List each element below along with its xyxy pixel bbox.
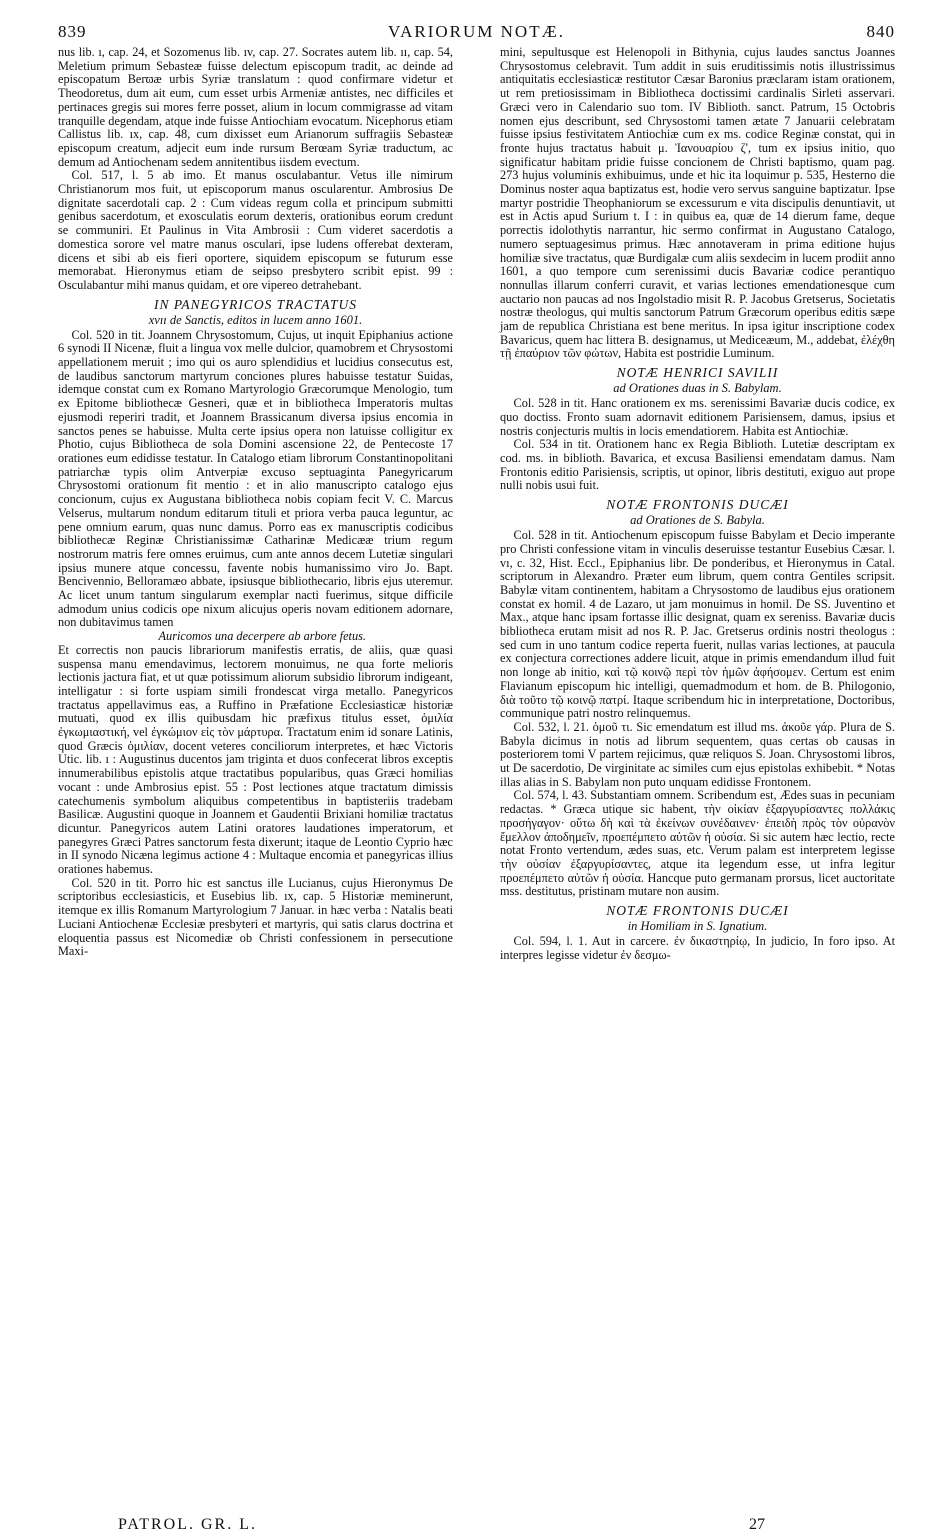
left-column — [58, 46, 453, 962]
section-heading: NOTÆ FRONTONIS DUCÆI — [606, 903, 789, 919]
paragraph: Col. 574, l. 43. Substantiam omnem. Scribendum est, Ædes suas in pecuniam redactas. * Græca utique sic habent, τὴν οἰκίαν ἐξαργυρίσαντες πολλάκις προσήγαγον· οὕτω δὴ καὶ τὰ ἐκείνων συνέδαινεν· ἐπειδὴ πρὸς τὸν οὐρανὸν ἔμελλον ἀποδημεῖν, προεπέμπετο αὐτῶν ἡ οὐσία. Si sic autem hæc lectio, recte notat Fronto vertendum, ædes suas, etc. Verum palam est interpretem legisse τὴν οὐσίαν ἐξαργυρίσαντες, atque ita legendum esse, ut infra legitur προεπέμπετο αὐτῶν ἡ οὐσία. Hancque puto germanam prorsus, licet auctoritate mss. destitutus, pristinam mutare non ausim. — [500, 788, 895, 899]
two-column-body — [58, 46, 895, 962]
section-subheading: ad Orationes de S. Babyla. — [630, 513, 765, 528]
right-column — [500, 46, 895, 962]
section-subheading: in Homiliam in S. Ignatium. — [627, 919, 768, 934]
section-heading: NOTÆ HENRICI SAVILII — [616, 365, 779, 381]
paragraph: mini, sepultusque est Helenopoli in Bithynia, cujus laudes sanctus Joannes Chrysostomus celebravit. Tum addit in suis eruditissimis notis illustrissimus antiquitatis ecclesiasticæ restitutor Cæsar Baronius præclaram istam orationem, ut rem pretiosissimam in Bibliotheca doctissimi cardinalis Sirleti asservari. Græci vero in Calendario suo tom. IV Biblioth. sanct. Patrum, 15 Octobris nomen ejus describunt, sed Chrysostomi tamen ætate 7 Januarii celebratam fuisse ipsius festivitatem Antiochiæ cum ex ms. codice Reginæ constat, qui in fronte hujus tractatus habuit μ. Ἰανουαρίου ζ', tum ex ipsius initio, quo significatur habitam pridie fuisse concionem de Christi baptismo, quam pag. 273 hujus voluminis exhibuimus, unde et hic ita loquimur p. 535, Hesterno die Dominus noster aqua baptizatus est, hodie vero servus sanguine baptizatur. Ipse martyr postridie Theophaniorum se excessurum e vita discipulis denuntiavit, ut est in Actis apud Surium t. I : in quibus ea, quæ de 14 dierum fame, deque porrectis idolothytis narrantur, hic sermo confirmat in Augustano Catalogo, numero septuagesimus primus. Hæc annotaveram in prima editione hujus homiliæ sive tractatus, quæ Burdigalæ cum aliis sexdecim in lucem prodiit anno 1601, a quo tempore cum serenissimi ducis Bavariæ codice perantiquo nonnullas illarum conferri curavit, et varias lectiones emendationesque cum auctario non paucas ad nos Ingolstadio misit R. P. Jacobus Gretserus, Societatis nostræ theologus, qui multis sanctorum Patrum Græcorum operibus editis sæpe jam de republica Christiana est bene meritus. In ipsa igitur inscriptione codex Bavaricus, quem hac littera B. designamus, ut Mediceæum, M., addebat, ἐλέχθη τῇ ἐπαύριον τῶν φώτων, Habita est postridie Luminum. — [500, 45, 895, 361]
left-column-number: 839 — [58, 22, 87, 41]
page-footer — [58, 1516, 895, 1534]
running-title: VARIORUM NOTÆ. — [388, 22, 565, 41]
signature-mark: PATROL. GR. L. — [118, 1516, 257, 1533]
section-heading: NOTÆ FRONTONIS DUCÆI — [606, 497, 789, 513]
section-subheading: xvıı de Sanctis, editos in lucem anno 1601. — [148, 312, 363, 327]
paragraph: Col. 520 in tit. Porro hic est sanctus ille Lucianus, cujus Hieronymus De scriptoribus ecclesiasticis, et Eusebius lib. ıx, cap. 5 Historiæ meminerunt, itemque ex illis Romanum Martyrologium 7 Januar. in hæc verba : Natalis beati Luciani Antiochenæ Ecclesiæ presbyteri et martyris, qui satis clarus doctrina et eloquentia passus est Nicomediæ ob Christi confessionem in persecutione Maxi- — [58, 875, 453, 959]
sheet-number: 27 — [749, 1516, 765, 1533]
section-subheading: ad Orationes duas in S. Babylam. — [613, 381, 782, 396]
paragraph: Col. 528 in tit. Hanc orationem ex ms. serenissimi Bavariæ ducis codice, ex quo doctiss. Fronto suam adornavit editionem Parisiensem, damus, ipsius et nostris conjecturis multis in locis emendatiorem. Habita est Antiochiæ. — [500, 396, 895, 438]
paragraph: Col. 528 in tit. Antiochenum episcopum fuisse Babylam et Decio imperante pro Christi confessione vitam in vinculis deseruisse testantur Eusebius Cæsar. l. vı, c. 32, Hist. Eccl., Epiphanius libr. De ponderibus, et Hieronymus in Catal. scriptorum in Alexandro. Præter eum librum, quem contra Gentiles scripsit. Babylæ vitam continentem, habitam a Chrysostomo de laudibus ejus orationem constat ex homil. 4 de Lazaro, ut jam monuimus in homil. De SS. Juventino et Max., atque hanc ipsam fortasse illic designat, quam ex sereniss. Bavariæ ducis bibliotheca erutam misit ad nos R. P. Jac. Gretserus ordinis nostri theologus : sed cum in uno tantum codice reperta fuerit, nullas varias lectiones, at paucula ex conjectura correctiones addere licuit, atque in primis emendandum illud fuit non longe ab initio, καὶ τῷ κοινῷ περὶ τὸν ἡμῶν ἀφήσομεν. Certum est enim Flavianum episcopum hic intelligi, quemadmodum et hom. de B. Philogonio, διὰ τοῦτο τῷ κοινῷ πατρί. Itaque scribendum hic in interpretatione, Doctoribus, communique patri nostro relinquemus. — [500, 528, 895, 721]
paragraph: Col. 534 in tit. Orationem hanc ex Regia Biblioth. Lutetiæ descriptam ex cod. ms. in biblioth. Bavarica, et excusa Basiliensi emendatam damus. Nam Frontonis editio Parisiensis, scriptis, ut opinor, libris destituti, exiguo aut prope nulli nobis usui fuit. — [500, 437, 895, 493]
running-head — [58, 22, 895, 46]
section-heading: IN PANEGYRICOS TRACTATUS — [153, 296, 358, 312]
paragraph: Et correctis non paucis librariorum manifestis erratis, de aliis, quæ quasi suspensa manu emendavimus, lectorem monuimus, ne qua forte melioris lectionis jactura fiat, et ut quæ potissimum aliorum subsidio librorum indigeant, intelligatur : si forte uspiam simili frondescat virga metallo. Panegyricos tractatus appellavimus eas, a Ruffino in Præfatione Ecclesiasticæ historiæ mutuati, quod ex illis quibusdam hic præfixus titulus esset, ὁμιλία ἐγκωμιαστική, vel ἐγκώμιον εἰς τὸν μάρτυρα. Tractatum enim id sonare Latinis, quod Græcis ὁμιλίαν, docent veteres conciliorum interpretes, et hæc Victoris Utic. lib. ı : Augustinus ducentos jam triginta et duos confecerat libros exceptis innumerabilibus epistolis atque tractatibus popularibus, quas Græci homilias vocant : unde Ambrosius epist. 55 : Post lectiones atque tractatum dimissis catechumenis symbolum aliquibus competentibus in baptisteriis tradebam Basilicæ. Augustini quoque in Joannem et Gaudentii Brixiani homiliæ tractatus dicuntur. Panegyricos autem Latini oratores laudationes imperatorum, et panegyres Græci Patres sanctorum festa dixerunt; itaque de Leontio Cyprio hæc in II synodo Nicæna legimus actione 4 : Multaque encomia et panegyricas illius orationes habemus. — [58, 642, 453, 877]
right-column-number: 840 — [866, 22, 895, 41]
paragraph: Col. 532, l. 21. ὁμοῦ τι. Sic emendatum est illud ms. ἀκοῦε γάρ. Plura de S. Babyla dicimus in notis ad librum sequentem, quas certas ob causas in posteriorem tomi V partem rejicimus, quæ reliquos S. Joan. Chrysostomi libros, ut De sacerdotio, De virginitate ac similes cum ejus epistolas exhibebit. * Notas illas alias in S. Babylam non puto unquam edidisse Frontonem. — [500, 719, 895, 789]
paragraph: Col. 594, l. 1. Aut in carcere. ἐν δικαστηρίῳ, In judicio, In foro ipso. At interpres legisse videtur ἐν δεσμω- — [500, 934, 895, 962]
paragraph: nus lib. ı, cap. 24, et Sozomenus lib. ıv, cap. 27. Socrates autem lib. ıı, cap. 54, Meletium primum Sebasteæ fuisse delectum episcopum tradit, ac deinde ad episcopatum Berϖæ urbis Syriæ translatum : quod confirmare videtur et Theodoretus, dum ait eum, cum esset urbis Armeniæ antistes, nec difficiles et pertinaces gregis sui mores ferre posset, alium in locum commigrasse ad vitam tranquille degendam, atque inde fuisse Antiochiam evocatum. Nicephorus etiam Callistus lib. ıx, cap. 48, cum dixisset eum Arianorum suffragiis Sebasteæ episcopum creatum, adjecit eum inde rursum Berœam Syriæ traductum, ac demum ad Antiochenam sedem annitentibus iisdem evectum. — [58, 45, 453, 169]
paragraph: Col. 517, l. 5 ab imo. Et manus osculabantur. Vetus ille nimirum Christianorum mos fuit, ut episcoporum manus oscularentur. Ambrosius De dignitate sacerdotali cap. 2 : Cum videas regum colla et principum submitti genibus sacerdotum, et exosculatis eorum dexteris, orationibus eorum credunt se communiri. Et Paulinus in Vita Ambrosii : Cum videret sacerdotis a domestica sorore vel matre manus osculari, ipse ludens offerebat dexteram, dicens et sibi ab eis fieri oportere, siquidem episcopum se futurum esse memorabat. Hieronymus etiam de seipso presbytero scribit epist. 99 : Osculabantur mihi manus quidam, et ore vipereo detrahebant. — [58, 168, 453, 292]
verse-quotation: Auricomos una decerpere ab arbore fetus. — [158, 629, 366, 644]
paragraph: Col. 520 in tit. Joannem Chrysostomum, Cujus, ut inquit Epiphanius actione 6 synodi II Nicenæ, fluit a lingua vox melle dulcior, quamobrem et Chrysostomi appellationem meruit ; imo qui os auro splendidius et lucidius consecutus est, de laudibus sanctorum martyrum conciones plures habuisse testatur Suidas, idemque constat cum ex Romano Martyrologio Græcorumque Menologio, tum ex Epitome bibliothecæ Gesneri, quæ et in bibliotheca Imperatoris multas ejusmodi reperiri tradit, et Joannem Brassicanum diversa ipsius encomia in sanctos penes se habuisse. Multa certe ipsius opera non latuisse colligitur ex Photio, cujus Bibliotheca de sola Domini ascensione 22, de Pentecoste 17 orationes eum edidisse testatur. In Catalogo etiam librorum Constantinopolitani patriarchæ typis olim Antverpiæ excuso septuaginta Panegyricarum Chrysostomi orationum fit mentio : et in alio manuscripto catalogo ejus concionum, cujus ex Augustana bibliotheca nobis copiam fecit V. C. Marcus Velserus, multarum nondum editarum tituli et priora verba pauca leguntur, ac pene omnium earum, quas nunc damus. Porro eas ex manuscriptis codicibus bibliothecæ Reginæ Christianissimæ Catharinæ Medicææ trium regum nostrorum matris fere omnes eruimus, cum ante annos decem Lutetiæ singulari ipsius munere atque concessu, favente nobis humanissimo viro Jo. Bapt. Bencivennio, Belloramæo abbate, ipsiusque bibliothecario, libris ejus uteremur. Ac licet unum tantum singularum exemplar nacti fuerimus, sitque difficile admodum unius codicis ope nixum alicujus operis novam editionem adornare, non dubitavimus tamen — [58, 327, 453, 630]
